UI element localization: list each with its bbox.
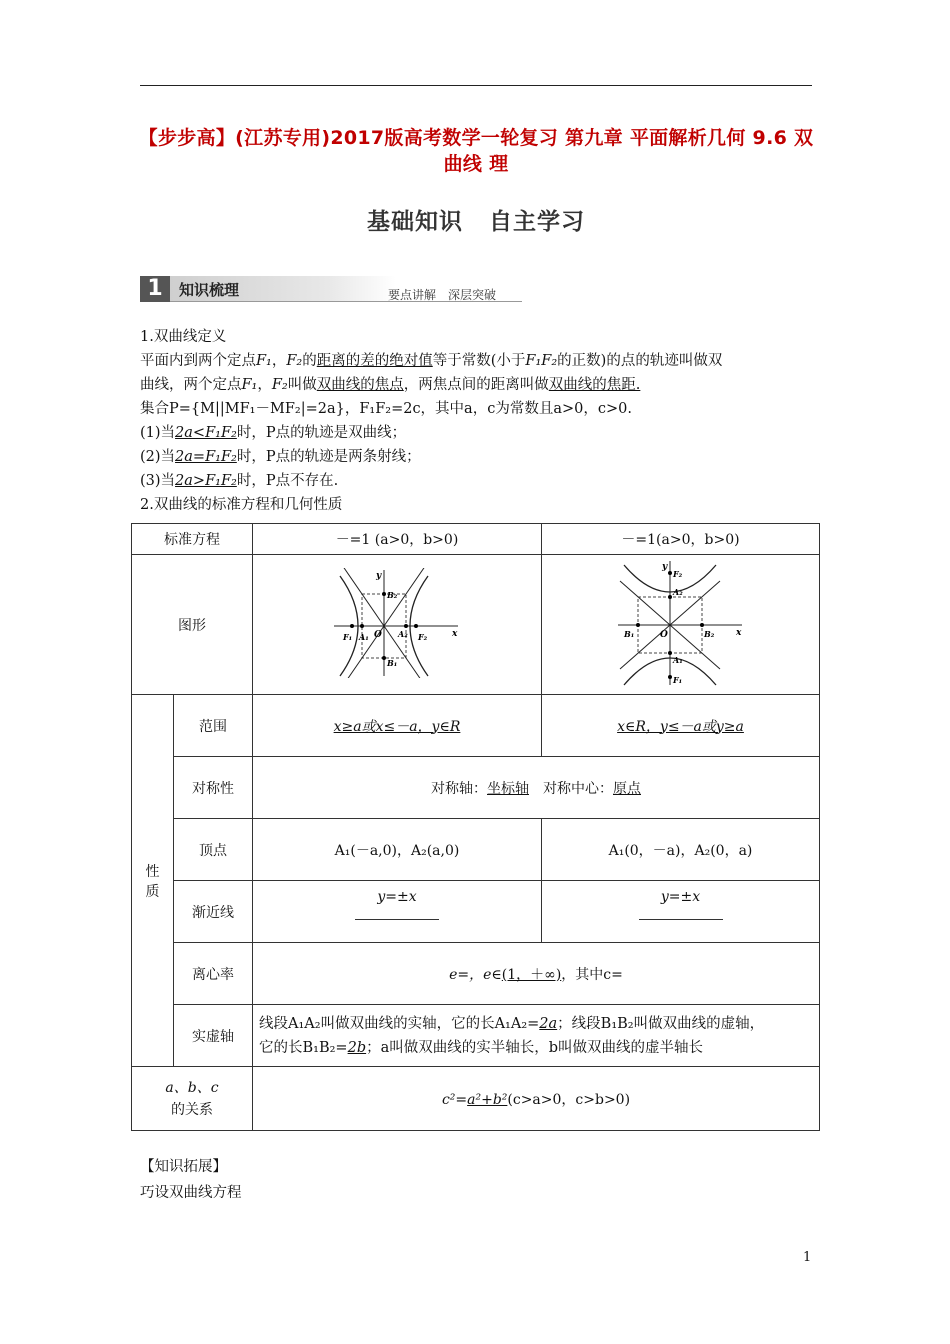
text: 对称中心： xyxy=(529,780,613,797)
label-A2: A₂ xyxy=(398,628,408,639)
relation-label-2: 的关系 xyxy=(171,1101,213,1118)
blank-answer: a²+b² xyxy=(467,1091,508,1108)
label-O: O xyxy=(374,629,382,640)
F1: F₁ xyxy=(256,353,272,369)
table-row xyxy=(132,1067,820,1131)
label-A2: A₂ xyxy=(672,586,683,597)
label-F1: F₁ xyxy=(672,674,682,685)
asymptote-horizontal xyxy=(253,881,542,943)
text: 等于常数(小于 xyxy=(432,353,526,369)
label-F2: F₂ xyxy=(672,568,682,579)
banner-underline xyxy=(170,301,522,302)
blank-answer: 2a<F₁F₂ xyxy=(175,425,237,441)
row-label: 对称性 xyxy=(174,757,253,819)
text: (c>a>0，c>b>0) xyxy=(507,1091,631,1108)
F2: F₂ xyxy=(286,353,303,369)
text: 的 xyxy=(302,353,317,369)
extension-heading: 【知识拓展】 xyxy=(140,1159,227,1175)
table-row xyxy=(132,1005,820,1067)
blank-line xyxy=(355,918,439,920)
figure-vertical-cell xyxy=(542,555,820,695)
banner-number: 1 xyxy=(140,276,170,302)
label-B1: B₁ xyxy=(387,657,398,668)
page-number: 1 xyxy=(803,1250,812,1265)
A1-point xyxy=(668,651,672,655)
document-title: 【步步高】(江苏专用)2017版高考数学一轮复习 第九章 平面解析几何 9.6 双曲线 理 xyxy=(138,127,814,175)
text: (2)当 xyxy=(140,449,176,465)
F1F2: F₁F₂ xyxy=(525,353,558,369)
text: 曲线，两个定点 xyxy=(140,377,242,393)
hyperbola-vertical-figure xyxy=(616,559,746,687)
label-y: y xyxy=(376,570,382,581)
B2-point xyxy=(382,592,386,596)
definition-line-2 xyxy=(140,373,820,397)
text: 的正数)的点的轨迹叫做双 xyxy=(557,353,723,369)
text: 线段A₁A₂叫做双曲线的实轴，它的长A₁A₂= xyxy=(259,1015,540,1032)
row-label: 实虚轴 xyxy=(174,1005,253,1067)
label-A1: A₁ xyxy=(359,631,369,642)
section-banner xyxy=(140,276,522,302)
label-B1: B₁ xyxy=(623,628,634,639)
asymptote-eq: y=±x xyxy=(377,888,417,905)
blank-answer: 2a>F₁F₂ xyxy=(175,473,237,489)
equation-vertical: －=1(a>0，b>0) xyxy=(542,524,820,555)
label-A1: A₁ xyxy=(672,654,683,665)
definition-section xyxy=(140,325,820,517)
text: ，两焦点间的距离叫做 xyxy=(403,377,549,393)
blank-answer: 2b xyxy=(347,1039,367,1056)
text: e=，e∈ xyxy=(449,966,502,983)
subtitle-left: 基础知识 xyxy=(367,209,463,235)
table-row xyxy=(132,524,820,555)
table-row xyxy=(132,943,820,1005)
blank-answer: (1，＋∞) xyxy=(501,966,562,983)
table-row xyxy=(132,695,820,757)
text: 时，P点的轨迹是双曲线； xyxy=(236,425,407,441)
text: ， xyxy=(271,353,287,369)
properties-label-text: 性 质 xyxy=(145,863,160,900)
blank-answer: 双曲线的焦点 xyxy=(316,377,404,393)
banner-label-box xyxy=(170,276,396,302)
text: 时，P点不存在. xyxy=(236,473,339,489)
case-2 xyxy=(140,445,820,469)
knowledge-extension xyxy=(140,1154,242,1206)
case-1 xyxy=(140,421,820,445)
figure-label: 图形 xyxy=(132,555,253,695)
case-3 xyxy=(140,469,820,493)
text: 平面内到两个定点 xyxy=(140,353,256,369)
label-F1: F₁ xyxy=(343,631,353,642)
text: 叫做 xyxy=(287,377,317,393)
subtitle-right: 自主学习 xyxy=(489,209,585,235)
extension-text: 巧设双曲线方程 xyxy=(140,1185,242,1201)
F1-point xyxy=(668,675,672,679)
header-rule xyxy=(140,85,812,86)
axes-value xyxy=(253,1005,820,1067)
B2-point xyxy=(700,623,704,627)
label-O: O xyxy=(659,629,668,640)
label-F2: F₂ xyxy=(418,631,428,642)
F2: F₂ xyxy=(271,377,288,393)
text: ；线段B₁B₂叫做双曲线的虚轴， xyxy=(557,1015,765,1032)
A2-point xyxy=(404,624,408,628)
definition-line-1 xyxy=(140,349,820,373)
blank-answer: 2a xyxy=(539,1015,558,1032)
text: 时，P点的轨迹是两条射线； xyxy=(236,449,421,465)
blank-answer: x∈R，y≤－a或y≥a xyxy=(617,718,744,735)
label-x: x xyxy=(735,627,741,638)
row-label: 离心率 xyxy=(174,943,253,1005)
blank-line xyxy=(639,918,723,920)
row-label: 顶点 xyxy=(174,819,253,881)
table-row xyxy=(132,555,820,695)
table-row xyxy=(132,881,820,943)
vertex-horizontal: A₁(－a,0)，A₂(a,0) xyxy=(253,819,542,881)
symmetry-value xyxy=(253,757,820,819)
range-vertical xyxy=(542,695,820,757)
header-label: 标准方程 xyxy=(132,524,253,555)
F2-point xyxy=(668,571,672,575)
range-horizontal xyxy=(253,695,542,757)
F1: F₁ xyxy=(241,377,258,393)
relation-value xyxy=(253,1067,820,1131)
label-y: y xyxy=(661,561,667,572)
blank-answer: x≥a或x≤－a，y∈R xyxy=(333,718,461,735)
eccentricity-value xyxy=(253,943,820,1005)
text: ， xyxy=(257,377,272,393)
equation-horizontal: －=1 (a>0，b>0) xyxy=(253,524,542,555)
B1-point xyxy=(382,656,386,660)
set-definition: 集合P={M||MF₁－MF₂|=2a}，F₁F₂=2c，其中a，c为常数且a>0，c>0. xyxy=(140,401,632,417)
asymptote-eq: y=±x xyxy=(660,888,701,905)
table-row xyxy=(132,757,820,819)
relation-label-1: a、b、c xyxy=(165,1079,219,1096)
blank-answer: 原点 xyxy=(613,780,641,797)
relation-label xyxy=(132,1067,253,1131)
blank-answer: 坐标轴 xyxy=(487,780,529,797)
vertex-vertical: A₁(0，－a)，A₂(0，a) xyxy=(542,819,820,881)
text: (1)当 xyxy=(140,425,176,441)
properties-table xyxy=(131,523,820,1131)
text: 它的长B₁B₂= xyxy=(259,1039,348,1056)
heading-standard-equation: 2.双曲线的标准方程和几何性质 xyxy=(140,497,343,513)
text: 对称轴： xyxy=(431,780,487,797)
properties-label xyxy=(132,695,174,1067)
hyperbola-horizontal-figure xyxy=(332,568,462,678)
label-B2: B₂ xyxy=(703,628,714,639)
F1-point xyxy=(350,624,354,628)
banner-subtext: 要点讲解 深层突破 xyxy=(388,288,497,302)
row-label: 渐近线 xyxy=(174,881,253,943)
table-row xyxy=(132,819,820,881)
blank-answer: 2a=F₁F₂ xyxy=(175,449,237,465)
text: c²= xyxy=(441,1091,468,1108)
label-B2: B₂ xyxy=(387,589,398,600)
F2-point xyxy=(414,624,418,628)
section-subtitle xyxy=(130,203,822,236)
heading-definition: 1.双曲线定义 xyxy=(140,329,227,345)
row-label: 范围 xyxy=(174,695,253,757)
banner-label: 知识梳理 xyxy=(179,281,240,299)
asymptote-vertical xyxy=(542,881,820,943)
text: ，其中c= xyxy=(561,966,623,983)
label-x: x xyxy=(452,628,458,639)
blank-answer: 距离的差的绝对值 xyxy=(316,353,433,369)
A1-point xyxy=(360,624,364,628)
B1-point xyxy=(636,623,640,627)
A2-point xyxy=(668,595,672,599)
text: (3)当 xyxy=(140,473,176,489)
text: ；a叫做双曲线的实半轴长，b叫做双曲线的虚半轴长 xyxy=(366,1039,704,1056)
figure-horizontal-cell xyxy=(253,555,542,695)
blank-answer: 双曲线的焦距. xyxy=(548,377,641,393)
